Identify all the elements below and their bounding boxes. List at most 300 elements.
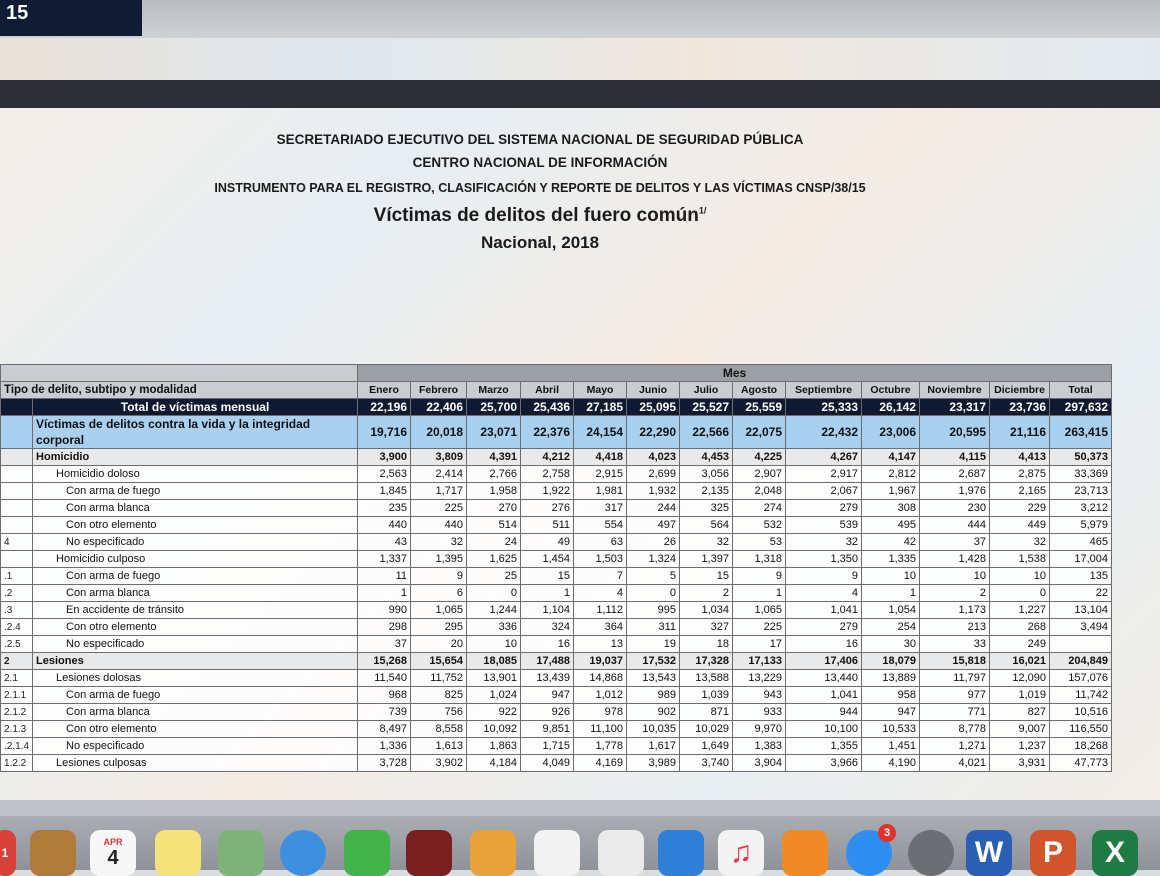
month-header[interactable]: Julio: [680, 382, 733, 399]
month-value-cell[interactable]: 20: [411, 636, 467, 653]
month-value-cell[interactable]: 2,165: [990, 483, 1050, 500]
month-value-cell[interactable]: 2,766: [467, 466, 521, 483]
month-header[interactable]: Mayo: [574, 382, 627, 399]
month-value-cell[interactable]: 230: [920, 500, 990, 517]
month-value-cell[interactable]: 1: [733, 585, 786, 602]
month-value-cell[interactable]: 270: [467, 500, 521, 517]
month-header[interactable]: Septiembre: [786, 382, 862, 399]
month-value-cell[interactable]: 827: [990, 704, 1050, 721]
month-value-cell[interactable]: 37: [358, 636, 411, 653]
month-value-cell[interactable]: 1,041: [786, 687, 862, 704]
month-value-cell[interactable]: 756: [411, 704, 467, 721]
month-value-cell[interactable]: 298: [358, 619, 411, 636]
month-value-cell[interactable]: 1,503: [574, 551, 627, 568]
month-value-cell[interactable]: 1,173: [920, 602, 990, 619]
month-value-cell[interactable]: 3,056: [680, 466, 733, 483]
month-value-cell[interactable]: 325: [680, 500, 733, 517]
month-value-cell[interactable]: 3,966: [786, 755, 862, 772]
month-value-cell[interactable]: 922: [467, 704, 521, 721]
month-value-cell[interactable]: 19,037: [574, 653, 627, 670]
month-value-cell[interactable]: 213: [920, 619, 990, 636]
month-value-cell[interactable]: 10,029: [680, 721, 733, 738]
row-total-cell[interactable]: 297,632: [1050, 399, 1112, 416]
month-value-cell[interactable]: 13,439: [521, 670, 574, 687]
row-code[interactable]: 4: [1, 534, 33, 551]
month-value-cell[interactable]: 1,932: [627, 483, 680, 500]
keynote-icon[interactable]: [658, 830, 704, 876]
month-value-cell[interactable]: 327: [680, 619, 733, 636]
row-code[interactable]: [1, 399, 33, 416]
photos-icon[interactable]: [534, 830, 580, 876]
month-value-cell[interactable]: 2,699: [627, 466, 680, 483]
month-value-cell[interactable]: 1,034: [680, 602, 733, 619]
row-label[interactable]: No especificado: [33, 534, 358, 551]
row-label[interactable]: No especificado: [33, 636, 358, 653]
month-value-cell[interactable]: 539: [786, 517, 862, 534]
row-label[interactable]: Con otro elemento: [33, 517, 358, 534]
row-code[interactable]: [1, 449, 33, 466]
month-value-cell[interactable]: 0: [627, 585, 680, 602]
month-header[interactable]: Diciembre: [990, 382, 1050, 399]
month-value-cell[interactable]: 235: [358, 500, 411, 517]
month-value-cell[interactable]: 4,413: [990, 449, 1050, 466]
month-value-cell[interactable]: 1,318: [733, 551, 786, 568]
month-value-cell[interactable]: 13,229: [733, 670, 786, 687]
month-value-cell[interactable]: 20,018: [411, 416, 467, 449]
month-value-cell[interactable]: 11: [358, 568, 411, 585]
month-value-cell[interactable]: 24,154: [574, 416, 627, 449]
month-header[interactable]: Febrero: [411, 382, 467, 399]
month-value-cell[interactable]: 1,039: [680, 687, 733, 704]
month-value-cell[interactable]: 1,922: [521, 483, 574, 500]
type-column-header[interactable]: Tipo de delito, subtipo y modalidad: [1, 382, 358, 399]
month-value-cell[interactable]: 26,142: [862, 399, 920, 416]
month-value-cell[interactable]: 25,527: [680, 399, 733, 416]
messages-icon[interactable]: [280, 830, 326, 876]
month-value-cell[interactable]: 1,350: [786, 551, 862, 568]
month-value-cell[interactable]: 1: [862, 585, 920, 602]
row-code[interactable]: .2.4: [1, 619, 33, 636]
month-header[interactable]: Marzo: [467, 382, 521, 399]
row-label[interactable]: Con arma de fuego: [33, 483, 358, 500]
row-total-cell[interactable]: 23,713: [1050, 483, 1112, 500]
month-value-cell[interactable]: 1,012: [574, 687, 627, 704]
month-value-cell[interactable]: 1,454: [521, 551, 574, 568]
month-value-cell[interactable]: 1,967: [862, 483, 920, 500]
month-value-cell[interactable]: 10,092: [467, 721, 521, 738]
row-label[interactable]: Lesiones dolosas: [33, 670, 358, 687]
month-value-cell[interactable]: 554: [574, 517, 627, 534]
row-label[interactable]: Homicidio: [33, 449, 358, 466]
row-total-cell[interactable]: 3,494: [1050, 619, 1112, 636]
month-value-cell[interactable]: 8,558: [411, 721, 467, 738]
month-header[interactable]: Noviembre: [920, 382, 990, 399]
month-value-cell[interactable]: 1,649: [680, 738, 733, 755]
month-value-cell[interactable]: 4,391: [467, 449, 521, 466]
month-value-cell[interactable]: 1,244: [467, 602, 521, 619]
row-code[interactable]: 2.1.3: [1, 721, 33, 738]
month-value-cell[interactable]: 2,917: [786, 466, 862, 483]
word-icon[interactable]: [966, 830, 1012, 876]
month-value-cell[interactable]: 2,907: [733, 466, 786, 483]
month-value-cell[interactable]: 0: [990, 585, 1050, 602]
month-value-cell[interactable]: 10,035: [627, 721, 680, 738]
month-value-cell[interactable]: 63: [574, 534, 627, 551]
month-value-cell[interactable]: 440: [358, 517, 411, 534]
photo-booth-icon[interactable]: [406, 830, 452, 876]
row-code[interactable]: 2.1.1: [1, 687, 33, 704]
month-value-cell[interactable]: 3,931: [990, 755, 1050, 772]
month-value-cell[interactable]: 995: [627, 602, 680, 619]
month-value-cell[interactable]: 274: [733, 500, 786, 517]
month-value-cell[interactable]: 15: [680, 568, 733, 585]
month-value-cell[interactable]: 2,563: [358, 466, 411, 483]
row-code[interactable]: .2.5: [1, 636, 33, 653]
month-value-cell[interactable]: 13,901: [467, 670, 521, 687]
notes-icon[interactable]: [155, 830, 201, 876]
month-value-cell[interactable]: 2,875: [990, 466, 1050, 483]
month-value-cell[interactable]: 22,290: [627, 416, 680, 449]
month-value-cell[interactable]: 3,728: [358, 755, 411, 772]
row-code[interactable]: .2: [1, 585, 33, 602]
maps-icon[interactable]: [218, 830, 264, 876]
month-value-cell[interactable]: 2,135: [680, 483, 733, 500]
month-value-cell[interactable]: 943: [733, 687, 786, 704]
month-value-cell[interactable]: 3,809: [411, 449, 467, 466]
month-value-cell[interactable]: 1,625: [467, 551, 521, 568]
month-value-cell[interactable]: 1,981: [574, 483, 627, 500]
month-value-cell[interactable]: 21,116: [990, 416, 1050, 449]
month-value-cell[interactable]: 11,540: [358, 670, 411, 687]
month-header[interactable]: Enero: [358, 382, 411, 399]
row-code[interactable]: [1, 500, 33, 517]
month-value-cell[interactable]: 958: [862, 687, 920, 704]
month-value-cell[interactable]: 3,989: [627, 755, 680, 772]
row-code[interactable]: 2.1: [1, 670, 33, 687]
month-value-cell[interactable]: 27,185: [574, 399, 627, 416]
month-value-cell[interactable]: 1,041: [786, 602, 862, 619]
month-value-cell[interactable]: 15,268: [358, 653, 411, 670]
numbers-icon[interactable]: [598, 830, 644, 876]
row-total-cell[interactable]: 204,849: [1050, 653, 1112, 670]
row-total-cell[interactable]: 3,212: [1050, 500, 1112, 517]
month-value-cell[interactable]: 13: [574, 636, 627, 653]
month-value-cell[interactable]: 1: [521, 585, 574, 602]
month-value-cell[interactable]: 9: [786, 568, 862, 585]
month-value-cell[interactable]: 3,740: [680, 755, 733, 772]
month-value-cell[interactable]: 968: [358, 687, 411, 704]
month-value-cell[interactable]: 2: [920, 585, 990, 602]
preview-icon[interactable]: [470, 830, 516, 876]
month-value-cell[interactable]: 32: [786, 534, 862, 551]
month-value-cell[interactable]: 1: [358, 585, 411, 602]
month-value-cell[interactable]: 7: [574, 568, 627, 585]
month-value-cell[interactable]: 10: [990, 568, 1050, 585]
month-value-cell[interactable]: 3,902: [411, 755, 467, 772]
month-value-cell[interactable]: 1,104: [521, 602, 574, 619]
row-label[interactable]: Lesiones culposas: [33, 755, 358, 772]
row-code[interactable]: [1, 483, 33, 500]
month-value-cell[interactable]: 1,065: [733, 602, 786, 619]
month-header[interactable]: Junio: [627, 382, 680, 399]
month-value-cell[interactable]: 317: [574, 500, 627, 517]
month-value-cell[interactable]: 4,267: [786, 449, 862, 466]
month-value-cell[interactable]: 43: [358, 534, 411, 551]
month-value-cell[interactable]: 4,115: [920, 449, 990, 466]
settings-icon[interactable]: [908, 830, 954, 876]
month-value-cell[interactable]: 32: [680, 534, 733, 551]
month-value-cell[interactable]: 23,071: [467, 416, 521, 449]
month-value-cell[interactable]: 14,868: [574, 670, 627, 687]
month-value-cell[interactable]: 17: [733, 636, 786, 653]
month-value-cell[interactable]: 19,716: [358, 416, 411, 449]
month-value-cell[interactable]: 20,595: [920, 416, 990, 449]
month-value-cell[interactable]: 268: [990, 619, 1050, 636]
row-code[interactable]: [1, 551, 33, 568]
month-value-cell[interactable]: 2: [680, 585, 733, 602]
month-value-cell[interactable]: 1,383: [733, 738, 786, 755]
row-label[interactable]: Con otro elemento: [33, 619, 358, 636]
month-value-cell[interactable]: 8,497: [358, 721, 411, 738]
month-value-cell[interactable]: 2,687: [920, 466, 990, 483]
month-header[interactable]: Abril: [521, 382, 574, 399]
calendar-icon[interactable]: [90, 830, 136, 876]
month-value-cell[interactable]: 926: [521, 704, 574, 721]
month-value-cell[interactable]: 5: [627, 568, 680, 585]
month-value-cell[interactable]: 25,559: [733, 399, 786, 416]
month-value-cell[interactable]: 15: [521, 568, 574, 585]
month-value-cell[interactable]: 22,376: [521, 416, 574, 449]
row-total-cell[interactable]: 13,104: [1050, 602, 1112, 619]
month-value-cell[interactable]: 16: [521, 636, 574, 653]
month-value-cell[interactable]: 249: [990, 636, 1050, 653]
month-value-cell[interactable]: 254: [862, 619, 920, 636]
month-value-cell[interactable]: 978: [574, 704, 627, 721]
month-value-cell[interactable]: 17,532: [627, 653, 680, 670]
month-value-cell[interactable]: 10: [920, 568, 990, 585]
month-value-cell[interactable]: 9: [733, 568, 786, 585]
month-value-cell[interactable]: 32: [990, 534, 1050, 551]
month-value-cell[interactable]: 4,021: [920, 755, 990, 772]
row-total-cell[interactable]: 5,979: [1050, 517, 1112, 534]
excel-icon[interactable]: [1092, 830, 1138, 876]
month-value-cell[interactable]: 18,085: [467, 653, 521, 670]
month-value-cell[interactable]: 229: [990, 500, 1050, 517]
row-total-cell[interactable]: 50,373: [1050, 449, 1112, 466]
month-value-cell[interactable]: 18,079: [862, 653, 920, 670]
month-value-cell[interactable]: 497: [627, 517, 680, 534]
month-value-cell[interactable]: 42: [862, 534, 920, 551]
month-value-cell[interactable]: 17,488: [521, 653, 574, 670]
month-value-cell[interactable]: 225: [411, 500, 467, 517]
month-value-cell[interactable]: 18: [680, 636, 733, 653]
month-value-cell[interactable]: 6: [411, 585, 467, 602]
month-header[interactable]: Octubre: [862, 382, 920, 399]
month-value-cell[interactable]: 25,095: [627, 399, 680, 416]
month-value-cell[interactable]: 564: [680, 517, 733, 534]
month-value-cell[interactable]: 10: [862, 568, 920, 585]
month-value-cell[interactable]: 279: [786, 500, 862, 517]
row-label[interactable]: Lesiones: [33, 653, 358, 670]
month-value-cell[interactable]: 1,715: [521, 738, 574, 755]
row-code[interactable]: 2: [1, 653, 33, 670]
powerpoint-icon[interactable]: [1030, 830, 1076, 876]
month-value-cell[interactable]: 532: [733, 517, 786, 534]
month-value-cell[interactable]: 1,845: [358, 483, 411, 500]
month-value-cell[interactable]: 32: [411, 534, 467, 551]
month-value-cell[interactable]: 2,414: [411, 466, 467, 483]
row-total-cell[interactable]: 263,415: [1050, 416, 1112, 449]
month-value-cell[interactable]: 364: [574, 619, 627, 636]
month-value-cell[interactable]: 1,227: [990, 602, 1050, 619]
row-code[interactable]: .3: [1, 602, 33, 619]
month-value-cell[interactable]: 771: [920, 704, 990, 721]
month-value-cell[interactable]: 4,184: [467, 755, 521, 772]
month-value-cell[interactable]: 4,225: [733, 449, 786, 466]
month-value-cell[interactable]: 1,451: [862, 738, 920, 755]
month-value-cell[interactable]: 1,976: [920, 483, 990, 500]
folder-icon[interactable]: [30, 830, 76, 876]
row-total-cell[interactable]: 10,516: [1050, 704, 1112, 721]
row-label[interactable]: Con arma de fuego: [33, 568, 358, 585]
row-code[interactable]: 1.2.2: [1, 755, 33, 772]
row-label[interactable]: Homicidio doloso: [33, 466, 358, 483]
month-value-cell[interactable]: 10: [467, 636, 521, 653]
month-value-cell[interactable]: 1,863: [467, 738, 521, 755]
month-value-cell[interactable]: 2,067: [786, 483, 862, 500]
month-value-cell[interactable]: 19: [627, 636, 680, 653]
month-value-cell[interactable]: 324: [521, 619, 574, 636]
row-label[interactable]: Con arma blanca: [33, 585, 358, 602]
month-value-cell[interactable]: 871: [680, 704, 733, 721]
month-value-cell[interactable]: 989: [627, 687, 680, 704]
victims-table[interactable]: [0, 364, 1112, 772]
month-value-cell[interactable]: 4: [786, 585, 862, 602]
month-value-cell[interactable]: 25,700: [467, 399, 521, 416]
month-value-cell[interactable]: 4,418: [574, 449, 627, 466]
month-value-cell[interactable]: 990: [358, 602, 411, 619]
row-code[interactable]: [1, 517, 33, 534]
month-value-cell[interactable]: 4,169: [574, 755, 627, 772]
month-value-cell[interactable]: 1,617: [627, 738, 680, 755]
month-value-cell[interactable]: 2,758: [521, 466, 574, 483]
month-value-cell[interactable]: 17,406: [786, 653, 862, 670]
month-value-cell[interactable]: 1,324: [627, 551, 680, 568]
month-value-cell[interactable]: 33: [920, 636, 990, 653]
month-value-cell[interactable]: 1,778: [574, 738, 627, 755]
month-value-cell[interactable]: 49: [521, 534, 574, 551]
month-value-cell[interactable]: 53: [733, 534, 786, 551]
row-label[interactable]: Con arma blanca: [33, 704, 358, 721]
row-total-cell[interactable]: 22: [1050, 585, 1112, 602]
month-value-cell[interactable]: 9,970: [733, 721, 786, 738]
month-value-cell[interactable]: 1,397: [680, 551, 733, 568]
notification-icon[interactable]: [0, 830, 16, 876]
month-value-cell[interactable]: 3,900: [358, 449, 411, 466]
month-value-cell[interactable]: 1,538: [990, 551, 1050, 568]
month-value-cell[interactable]: 11,797: [920, 670, 990, 687]
month-value-cell[interactable]: 9: [411, 568, 467, 585]
row-label[interactable]: Víctimas de delitos contra la vida y la integridad corporal: [33, 416, 358, 449]
row-label[interactable]: Total de víctimas mensual: [33, 399, 358, 416]
month-value-cell[interactable]: 0: [467, 585, 521, 602]
row-label[interactable]: Con otro elemento: [33, 721, 358, 738]
month-value-cell[interactable]: 11,100: [574, 721, 627, 738]
month-value-cell[interactable]: 276: [521, 500, 574, 517]
row-code[interactable]: [1, 416, 33, 449]
month-value-cell[interactable]: 13,588: [680, 670, 733, 687]
row-code[interactable]: 2.1.2: [1, 704, 33, 721]
month-value-cell[interactable]: 37: [920, 534, 990, 551]
month-value-cell[interactable]: 3,904: [733, 755, 786, 772]
month-value-cell[interactable]: 13,440: [786, 670, 862, 687]
month-value-cell[interactable]: 13,889: [862, 670, 920, 687]
month-value-cell[interactable]: 947: [521, 687, 574, 704]
month-value-cell[interactable]: 514: [467, 517, 521, 534]
month-value-cell[interactable]: 23,006: [862, 416, 920, 449]
month-value-cell[interactable]: 2,915: [574, 466, 627, 483]
month-value-cell[interactable]: 30: [862, 636, 920, 653]
month-value-cell[interactable]: 22,075: [733, 416, 786, 449]
month-value-cell[interactable]: 4: [574, 585, 627, 602]
month-value-cell[interactable]: 2,048: [733, 483, 786, 500]
app-tab[interactable]: 15: [0, 0, 142, 36]
month-value-cell[interactable]: 23,317: [920, 399, 990, 416]
month-value-cell[interactable]: 26: [627, 534, 680, 551]
month-value-cell[interactable]: 902: [627, 704, 680, 721]
row-total-cell[interactable]: 17,004: [1050, 551, 1112, 568]
month-value-cell[interactable]: 8,778: [920, 721, 990, 738]
month-value-cell[interactable]: 511: [521, 517, 574, 534]
month-value-cell[interactable]: 22,406: [411, 399, 467, 416]
month-value-cell[interactable]: 1,355: [786, 738, 862, 755]
row-total-cell[interactable]: 18,268: [1050, 738, 1112, 755]
month-value-cell[interactable]: 1,271: [920, 738, 990, 755]
month-value-cell[interactable]: 17,133: [733, 653, 786, 670]
month-value-cell[interactable]: 1,065: [411, 602, 467, 619]
row-total-cell[interactable]: 465: [1050, 534, 1112, 551]
month-value-cell[interactable]: 1,336: [358, 738, 411, 755]
month-value-cell[interactable]: 4,049: [521, 755, 574, 772]
row-code[interactable]: [1, 466, 33, 483]
row-label[interactable]: No especificado: [33, 738, 358, 755]
row-label[interactable]: Con arma blanca: [33, 500, 358, 517]
month-value-cell[interactable]: 16,021: [990, 653, 1050, 670]
books-icon[interactable]: [782, 830, 828, 876]
month-header[interactable]: Total: [1050, 382, 1112, 399]
month-value-cell[interactable]: 225: [733, 619, 786, 636]
month-value-cell[interactable]: 22,432: [786, 416, 862, 449]
month-value-cell[interactable]: 947: [862, 704, 920, 721]
row-total-cell[interactable]: 11,742: [1050, 687, 1112, 704]
row-label[interactable]: Homicidio culposo: [33, 551, 358, 568]
month-value-cell[interactable]: 825: [411, 687, 467, 704]
music-icon[interactable]: ♫: [718, 830, 764, 876]
month-value-cell[interactable]: 279: [786, 619, 862, 636]
month-value-cell[interactable]: 1,613: [411, 738, 467, 755]
month-value-cell[interactable]: 4,453: [680, 449, 733, 466]
month-value-cell[interactable]: 977: [920, 687, 990, 704]
month-value-cell[interactable]: 4,190: [862, 755, 920, 772]
month-value-cell[interactable]: 11,752: [411, 670, 467, 687]
month-value-cell[interactable]: 22,566: [680, 416, 733, 449]
row-total-cell[interactable]: 33,369: [1050, 466, 1112, 483]
month-value-cell[interactable]: 944: [786, 704, 862, 721]
month-value-cell[interactable]: 2,812: [862, 466, 920, 483]
month-value-cell[interactable]: 1,112: [574, 602, 627, 619]
month-value-cell[interactable]: 10,100: [786, 721, 862, 738]
month-value-cell[interactable]: 1,395: [411, 551, 467, 568]
